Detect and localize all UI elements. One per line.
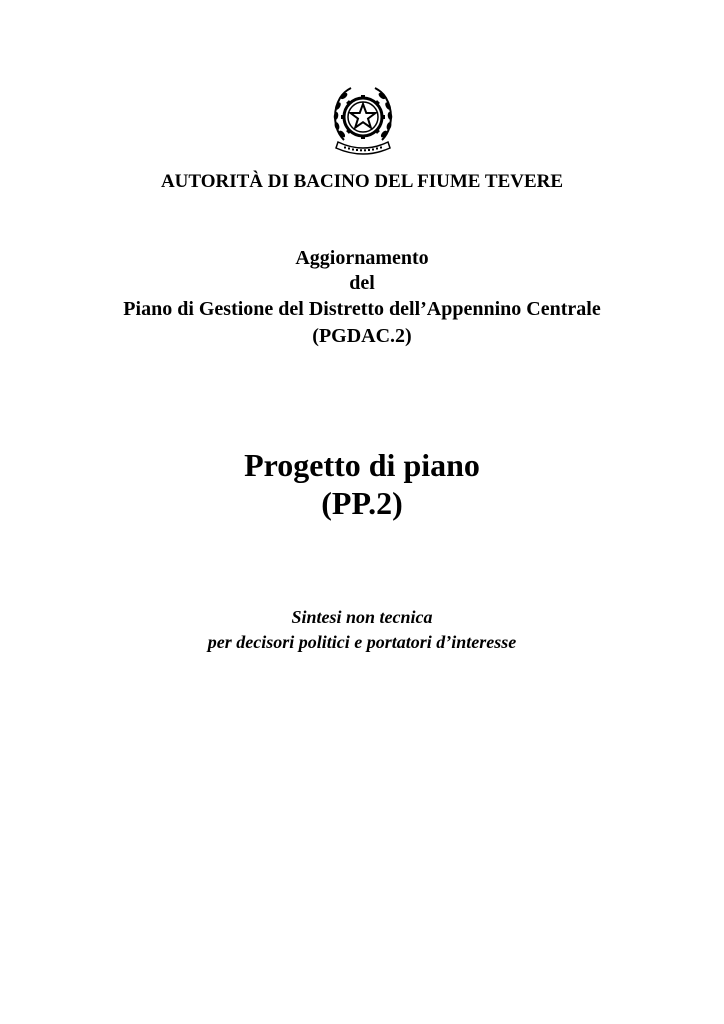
- summary-title: Sintesi non tecnica: [291, 607, 433, 627]
- update-title-line-3: Piano di Gestione del Distretto dell’Appennino Centrale: [123, 298, 601, 320]
- italian-republic-emblem-icon: [330, 82, 396, 158]
- project-code: (PP.2): [321, 485, 403, 521]
- project-title: Progetto di piano: [244, 447, 480, 483]
- update-title-line-1: Aggiornamento: [295, 247, 429, 269]
- authority-name: AUTORITÀ DI BACINO DEL FIUME TEVERE: [160, 171, 564, 192]
- update-title-line-2: del: [349, 272, 375, 294]
- summary-subtitle: per decisori politici e portatori d’interesse: [207, 632, 517, 652]
- update-title-line-4: (PGDAC.2): [312, 325, 412, 347]
